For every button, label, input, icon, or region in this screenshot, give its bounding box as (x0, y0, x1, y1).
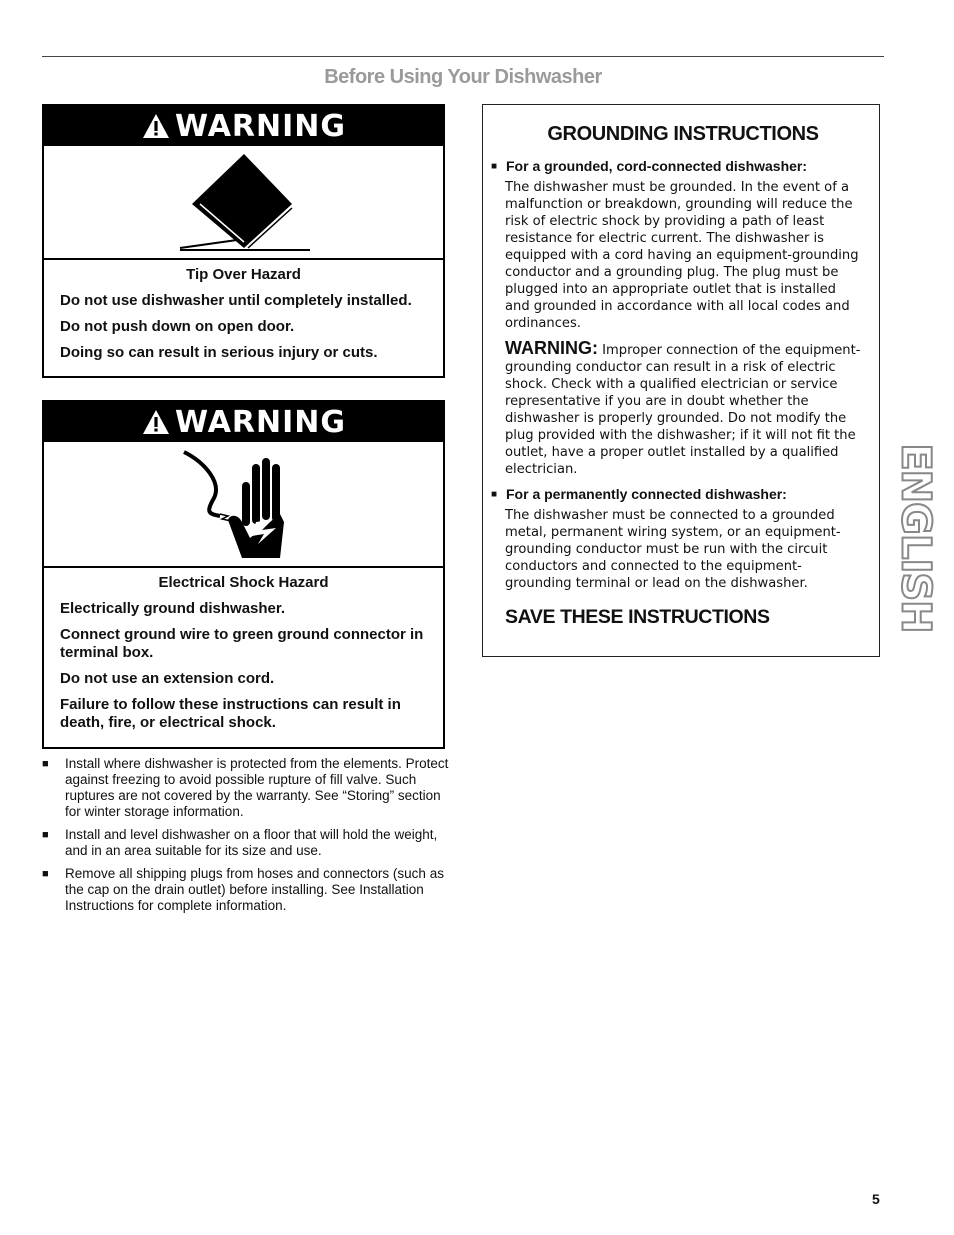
hazard-title: Tip Over Hazard (186, 266, 301, 283)
grounding-warning-text: WARNING: Improper connection of the equipment-grounding conductor can result in a risk of electric shock. Check with a qualified electrician or service representative if you are in doubt whether the dishwasher is properly grounded. Do not modify the plug provided with the dishwasher; if it will not fit the outlet, have a proper outlet installed by a qualified electrician. (505, 338, 861, 477)
square-bullet-icon: ■ (42, 829, 49, 841)
permanent-connection-text: The dishwasher must be connected to a grounded metal, permanent wiring system, or an equipment-grounding conductor must be run with the circuit conductors and connected to the equipment-grounding terminal or lead on the dishwasher. (505, 508, 841, 591)
warning-label: WARNING: (505, 338, 598, 358)
warning-line: Doing so can result in serious injury or cuts. (60, 344, 378, 361)
list-item: ■ Install where dishwasher is protected from the elements. Protect against freezing to avoid possible rupture of fill valve. Such ruptures are not covered by the warranty. See “Storing” section for winter storage information. (42, 756, 449, 819)
electrical-shock-warning-text (44, 568, 443, 748)
page-number: 5 (872, 1191, 880, 1207)
language-side-tab (890, 443, 942, 633)
grounding-instructions-box (482, 104, 880, 657)
electrical-shock-warning-box (42, 400, 445, 749)
warning-line: Electrically ground dishwasher. (60, 600, 286, 617)
warning-heading-text: WARNING (174, 108, 347, 144)
tip-over-warning-box (42, 104, 445, 378)
warning-line: Connect ground wire to green ground connector in terminal box. (60, 626, 424, 661)
hazard-title: Electrical Shock Hazard (158, 574, 329, 591)
warning-line: Do not use dishwasher until completely installed. (60, 292, 412, 309)
save-instructions-heading: SAVE THESE INSTRUCTIONS (505, 606, 770, 628)
warning-triangle-icon (141, 408, 171, 436)
permanent-connection-heading: ■ For a permanently connected dishwasher: (491, 486, 787, 502)
cord-connected-heading: ■ For a grounded, cord-connected dishwasher: (491, 158, 808, 174)
tip-over-warning-text (44, 260, 443, 378)
cord-connected-text: The dishwasher must be grounded. In the event of a malfunction or breakdown, grounding will reduce the risk of electric shock by providing a path of least resistance for electric current. The dishwasher is equipped with a cord having an equipment-grounding conductor and a grounding plug. The plug must be plugged into an appropriate outlet that is installed and grounded in accordance with all local codes and ordinances. (505, 180, 859, 331)
square-bullet-icon: ■ (491, 489, 498, 500)
warning-line: Failure to follow these instructions can result in death, fire, or electrical shock. (60, 696, 401, 731)
tip-over-icon (44, 146, 443, 260)
warning-triangle-icon (141, 112, 171, 140)
square-bullet-icon: ■ (42, 868, 49, 880)
installation-bullet-list (42, 756, 452, 921)
warning-header (44, 106, 443, 146)
section-title: Before Using Your Dishwasher (324, 66, 602, 88)
grounding-title: GROUNDING INSTRUCTIONS (547, 123, 819, 145)
list-item: ■ Remove all shipping plugs from hoses and connectors (such as the cap on the drain outlet) before installing. See Installation Instructions for complete information. (42, 866, 444, 913)
warning-line: Do not use an extension cord. (60, 670, 275, 687)
warning-line: Do not push down on open door. (60, 318, 295, 335)
square-bullet-icon: ■ (42, 758, 49, 770)
language-label: ENGLISH (893, 443, 940, 633)
electric-shock-hand-icon (44, 442, 443, 568)
list-item: ■ Install and level dishwasher on a floor that will hold the weight, and in an area suitable for its size and use. (42, 827, 438, 858)
warning-header (44, 402, 443, 442)
top-rule (42, 56, 884, 57)
warning-heading-text: WARNING (174, 404, 347, 440)
square-bullet-icon: ■ (491, 161, 498, 172)
